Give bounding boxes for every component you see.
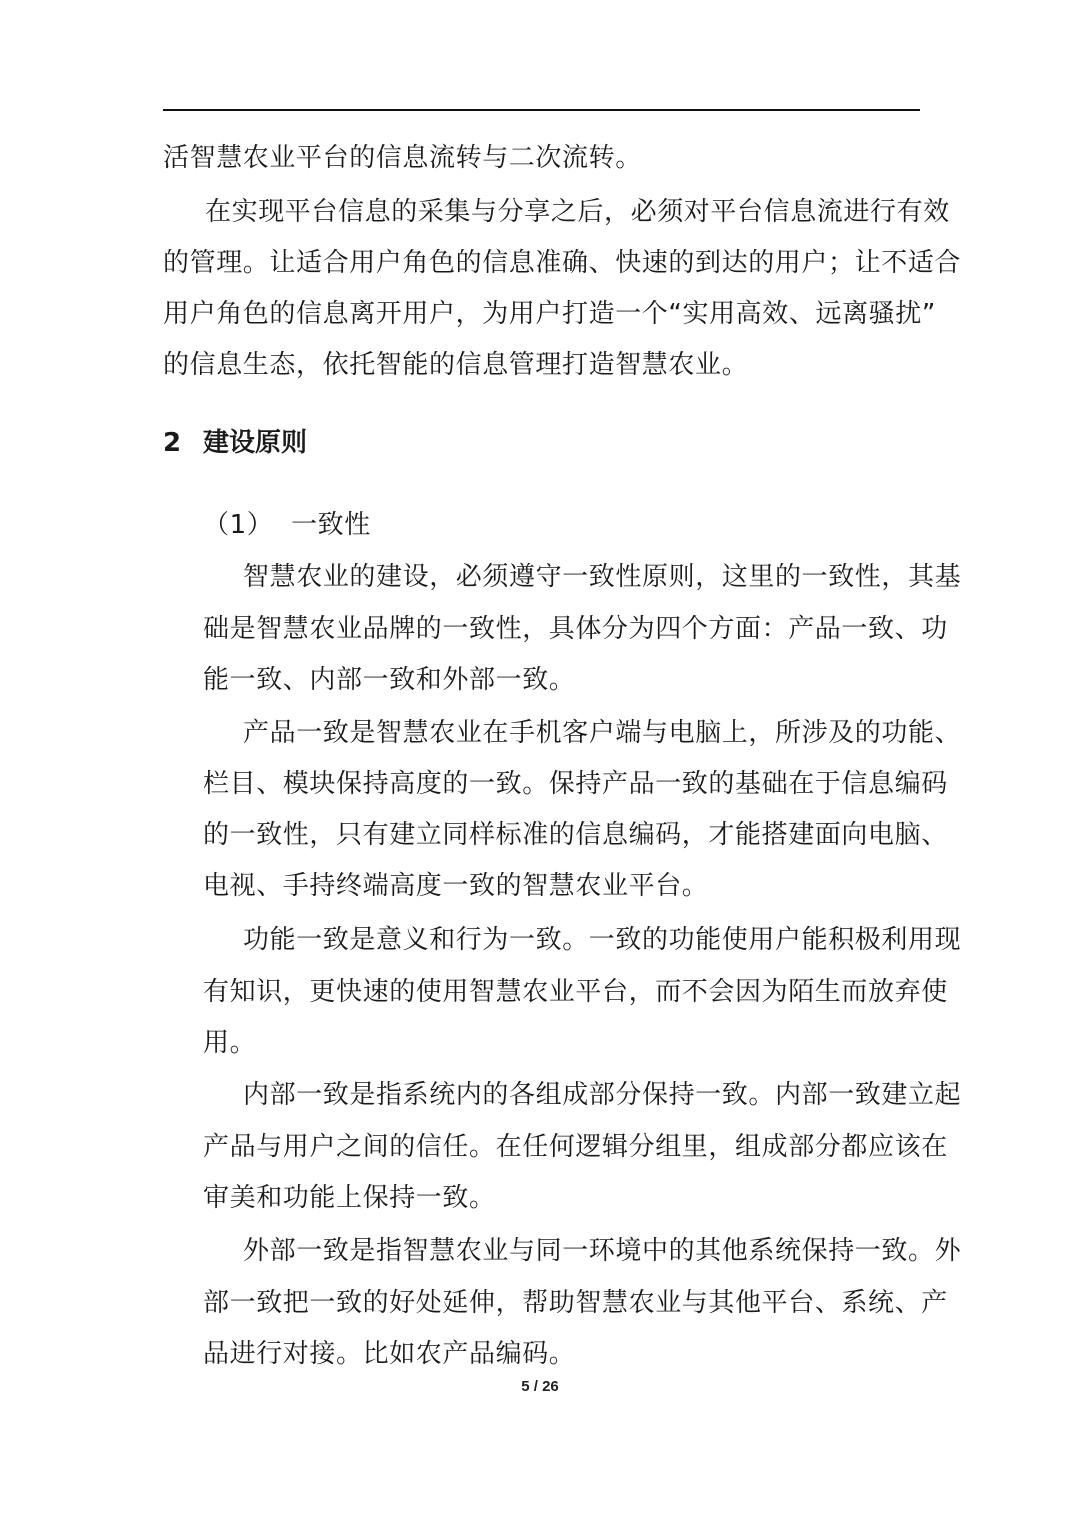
paragraph-line: 在实现平台信息的采集与分享之后，必须对平台信息流进行有效 (205, 197, 950, 227)
page-number: 5 / 26 (521, 1378, 559, 1395)
paragraph-line: 部一致把一致的好处延伸，帮助智慧农业与其他平台、系统、产 (203, 1288, 948, 1318)
paragraph-line: 电视、手持终端高度一致的智慧农业平台。 (203, 871, 709, 901)
paragraph-line: 栏目、模块保持高度的一致。保持产品一致的基础在于信息编码 (203, 769, 948, 799)
paragraph-line: 活智慧农业平台的信息流转与二次流转。 (163, 143, 642, 173)
section-heading (163, 426, 307, 460)
paragraph-line: 内部一致是指系统内的各组成部分保持一致。内部一致建立起 (243, 1080, 962, 1110)
subsection-title: （1） 一致性 (203, 510, 371, 540)
paragraph-line: 智慧农业的建设，必须遵守一致性原则，这里的一致性，其基 (243, 562, 962, 592)
paragraph-line: 产品一致是智慧农业在手机客户端与电脑上，所涉及的功能、 (243, 718, 962, 748)
paragraph-line: 的一致性，只有建立同样标准的信息编码，才能搭建面向电脑、 (203, 820, 948, 850)
paragraph-line: 功能一致是意义和行为一致。一致的功能使用户能积极利用现 (243, 925, 962, 955)
header-rule (163, 109, 920, 111)
paragraph-line: 的管理。让适合用户角色的信息准确、快速的到达的用户；让不适合 (163, 248, 962, 278)
paragraph-line: 能一致、内部一致和外部一致。 (203, 665, 576, 695)
section-title: 建设原则 (203, 428, 308, 458)
paragraph-line: 用户角色的信息离开用户，为用户打造一个“实用高效、远离骚扰” (163, 299, 936, 329)
paragraph-line: 外部一致是指智慧农业与同一环境中的其他系统保持一致。外 (243, 1236, 962, 1266)
paragraph-line: 品进行对接。比如农产品编码。 (203, 1339, 576, 1369)
paragraph-line: 审美和功能上保持一致。 (203, 1183, 496, 1213)
paragraph-line: 用。 (203, 1028, 257, 1058)
paragraph-line: 产品与用户之间的信任。在任何逻辑分组里，组成部分都应该在 (203, 1132, 948, 1162)
section-number: 2 (163, 428, 182, 458)
paragraph-line: 有知识，更快速的使用智慧农业平台，而不会因为陌生而放弃使 (203, 977, 948, 1007)
paragraph-line: 的信息生态，依托智能的信息管理打造智慧农业。 (163, 350, 749, 380)
paragraph-line: 础是智慧农业品牌的一致性，具体分为四个方面：产品一致、功 (203, 614, 948, 644)
